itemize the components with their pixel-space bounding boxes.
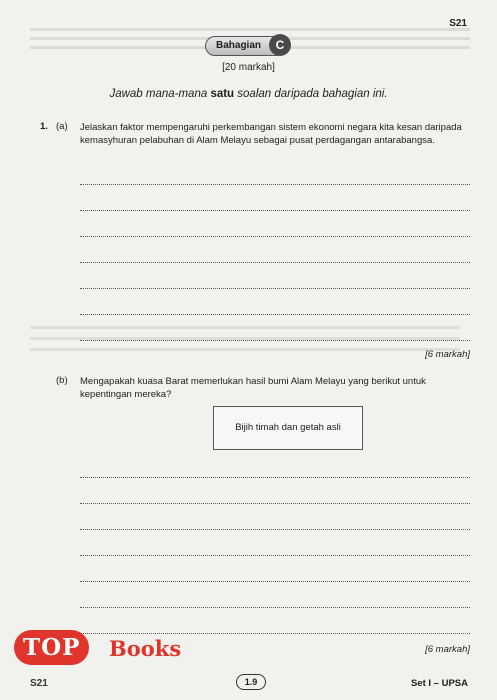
section-total-marks: [20 markah] <box>222 62 275 73</box>
logo-badge: TOP <box>14 630 89 665</box>
section-header <box>205 36 286 56</box>
answer-line[interactable] <box>80 633 470 634</box>
answer-line[interactable] <box>80 288 470 289</box>
answer-line[interactable] <box>80 529 470 530</box>
instruction-text: soalan daripada bahagian ini. <box>234 88 388 100</box>
part-b-marks <box>425 644 470 655</box>
answer-line[interactable] <box>80 581 470 582</box>
part-b-label: (b) <box>56 375 68 386</box>
page-code: S21 <box>449 18 467 29</box>
part-b-question-text: Mengapakah kuasa Barat memerlukan hasil bumi Alam Melayu yang berikut untuk kepentingan mereka? <box>80 376 426 400</box>
part-a-question-text: Jelaskan faktor mempengaruhi perkembangan sistem ekonomi negara kita kesan daripada kemasyhuran pelabuhan di Alam Melayu sebagai pusat perdagangan antarabangsa. <box>80 122 462 146</box>
instruction <box>0 88 497 100</box>
stimulus-box: Bijih timah dan getah asli <box>213 406 363 450</box>
footer-code: S21 <box>30 678 48 689</box>
part-a-marks <box>425 349 470 360</box>
answer-line[interactable] <box>80 210 470 211</box>
answer-line[interactable] <box>80 340 470 341</box>
answer-line[interactable] <box>80 262 470 263</box>
logo-word: Books <box>109 636 182 661</box>
answer-line[interactable] <box>80 477 470 478</box>
answer-line[interactable] <box>80 555 470 556</box>
question-number: 1. <box>40 121 48 132</box>
answer-line[interactable] <box>80 607 470 608</box>
part-a-label: (a) <box>56 121 68 132</box>
answer-line[interactable] <box>80 236 470 237</box>
page-number: 1.9 <box>236 674 266 690</box>
marks-text: [6 markah] <box>425 349 470 360</box>
topbooks-logo <box>14 630 182 665</box>
bleed-through-text <box>30 318 460 358</box>
marks-text: [6 markah] <box>425 644 470 655</box>
answer-line[interactable] <box>80 314 470 315</box>
instruction-text: Jawab mana-mana <box>109 88 211 100</box>
answer-line[interactable] <box>80 184 470 185</box>
section-letter-badge: C <box>269 34 291 56</box>
footer-set-label: Set I – UPSA <box>410 678 468 689</box>
answer-line[interactable] <box>80 503 470 504</box>
section-label: Bahagian <box>216 40 262 51</box>
instruction-emphasis: satu <box>210 88 235 100</box>
